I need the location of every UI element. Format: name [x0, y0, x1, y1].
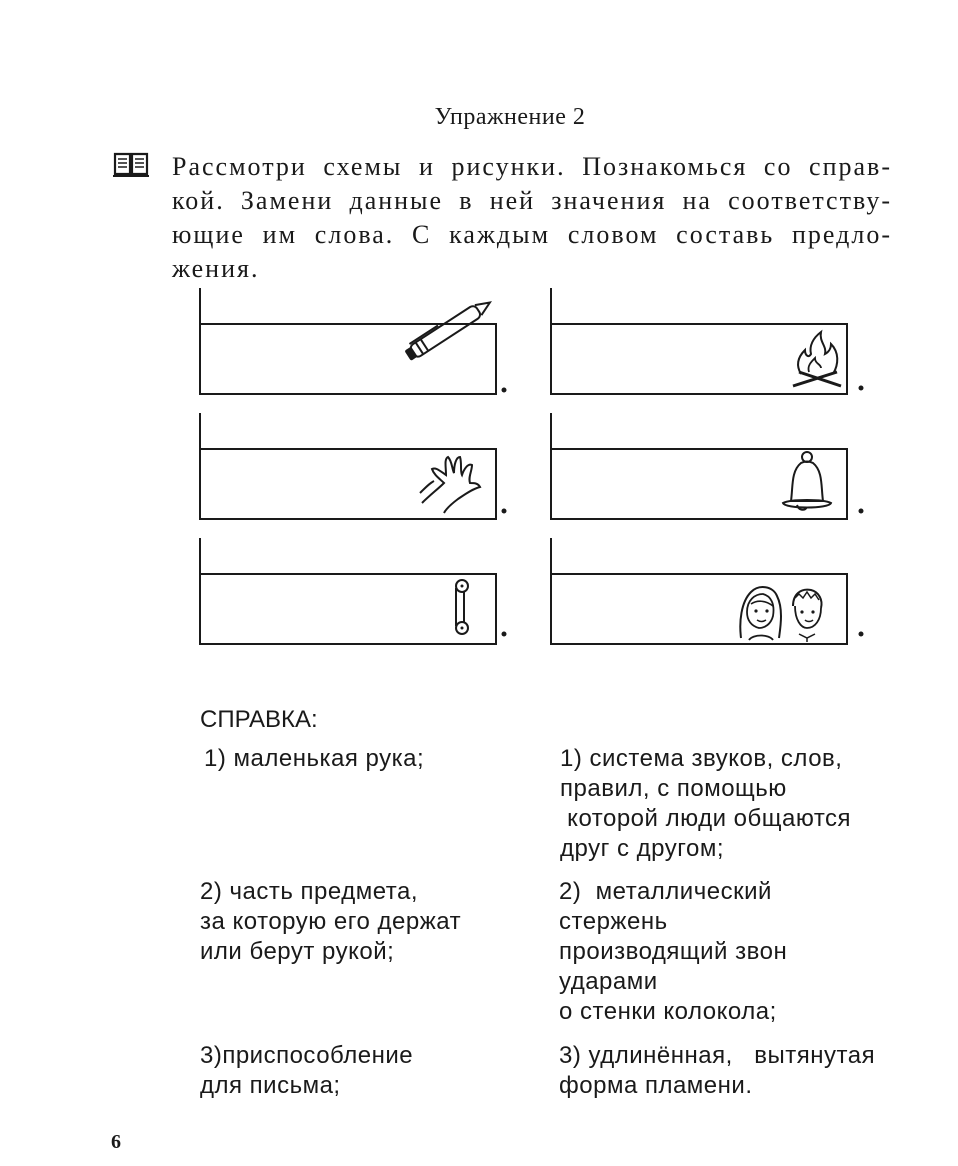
- reference-right-item: 3) удлинённая, вытянутая форма пламени.: [559, 1042, 876, 1099]
- instruction-line: Рассмотри схемы и рисунки. Познакомься со справ-: [172, 152, 892, 181]
- open-book-icon: [113, 150, 149, 178]
- scheme-box-campfire: [549, 288, 859, 398]
- reference-left-item: 3)приспособление для письма;: [200, 1042, 414, 1099]
- instruction-line: жения.: [172, 254, 260, 283]
- handle-icon: [456, 580, 468, 634]
- exercise-title: Упражнение 2: [434, 104, 586, 130]
- people-faces-icon: [740, 587, 821, 642]
- campfire-icon: [793, 332, 841, 386]
- scheme-box-pen: [198, 288, 508, 398]
- scheme-box-bell: [549, 413, 859, 523]
- instruction-line: кой. Замени данные в ней значения на соответству-: [172, 186, 892, 215]
- scheme-box-hand: [198, 413, 508, 523]
- pen-icon: [403, 295, 494, 362]
- scheme-box-handle: [198, 538, 508, 648]
- exercise-instructions: [172, 150, 892, 286]
- reference-right-item: 2) металлический стержень производящий звон ударами о стенки колокола;: [559, 878, 788, 1025]
- bell-icon: [783, 452, 831, 510]
- scheme-box-people: [549, 538, 859, 648]
- reference-left-item: 1) маленькая рука;: [204, 745, 425, 772]
- reference-left-item: 2) часть предмета, за которую его держат или берут рукой;: [200, 878, 462, 965]
- instruction-line: ющие им слова. С каждым словом составь предло-: [172, 220, 892, 249]
- page-number: 6: [111, 1131, 121, 1153]
- reference-title: СПРАВКА:: [200, 706, 318, 733]
- hand-icon: [420, 457, 480, 513]
- reference-right-item: 1) система звуков, слов, правил, с помощью которой люди общаются друг с другом;: [560, 745, 852, 862]
